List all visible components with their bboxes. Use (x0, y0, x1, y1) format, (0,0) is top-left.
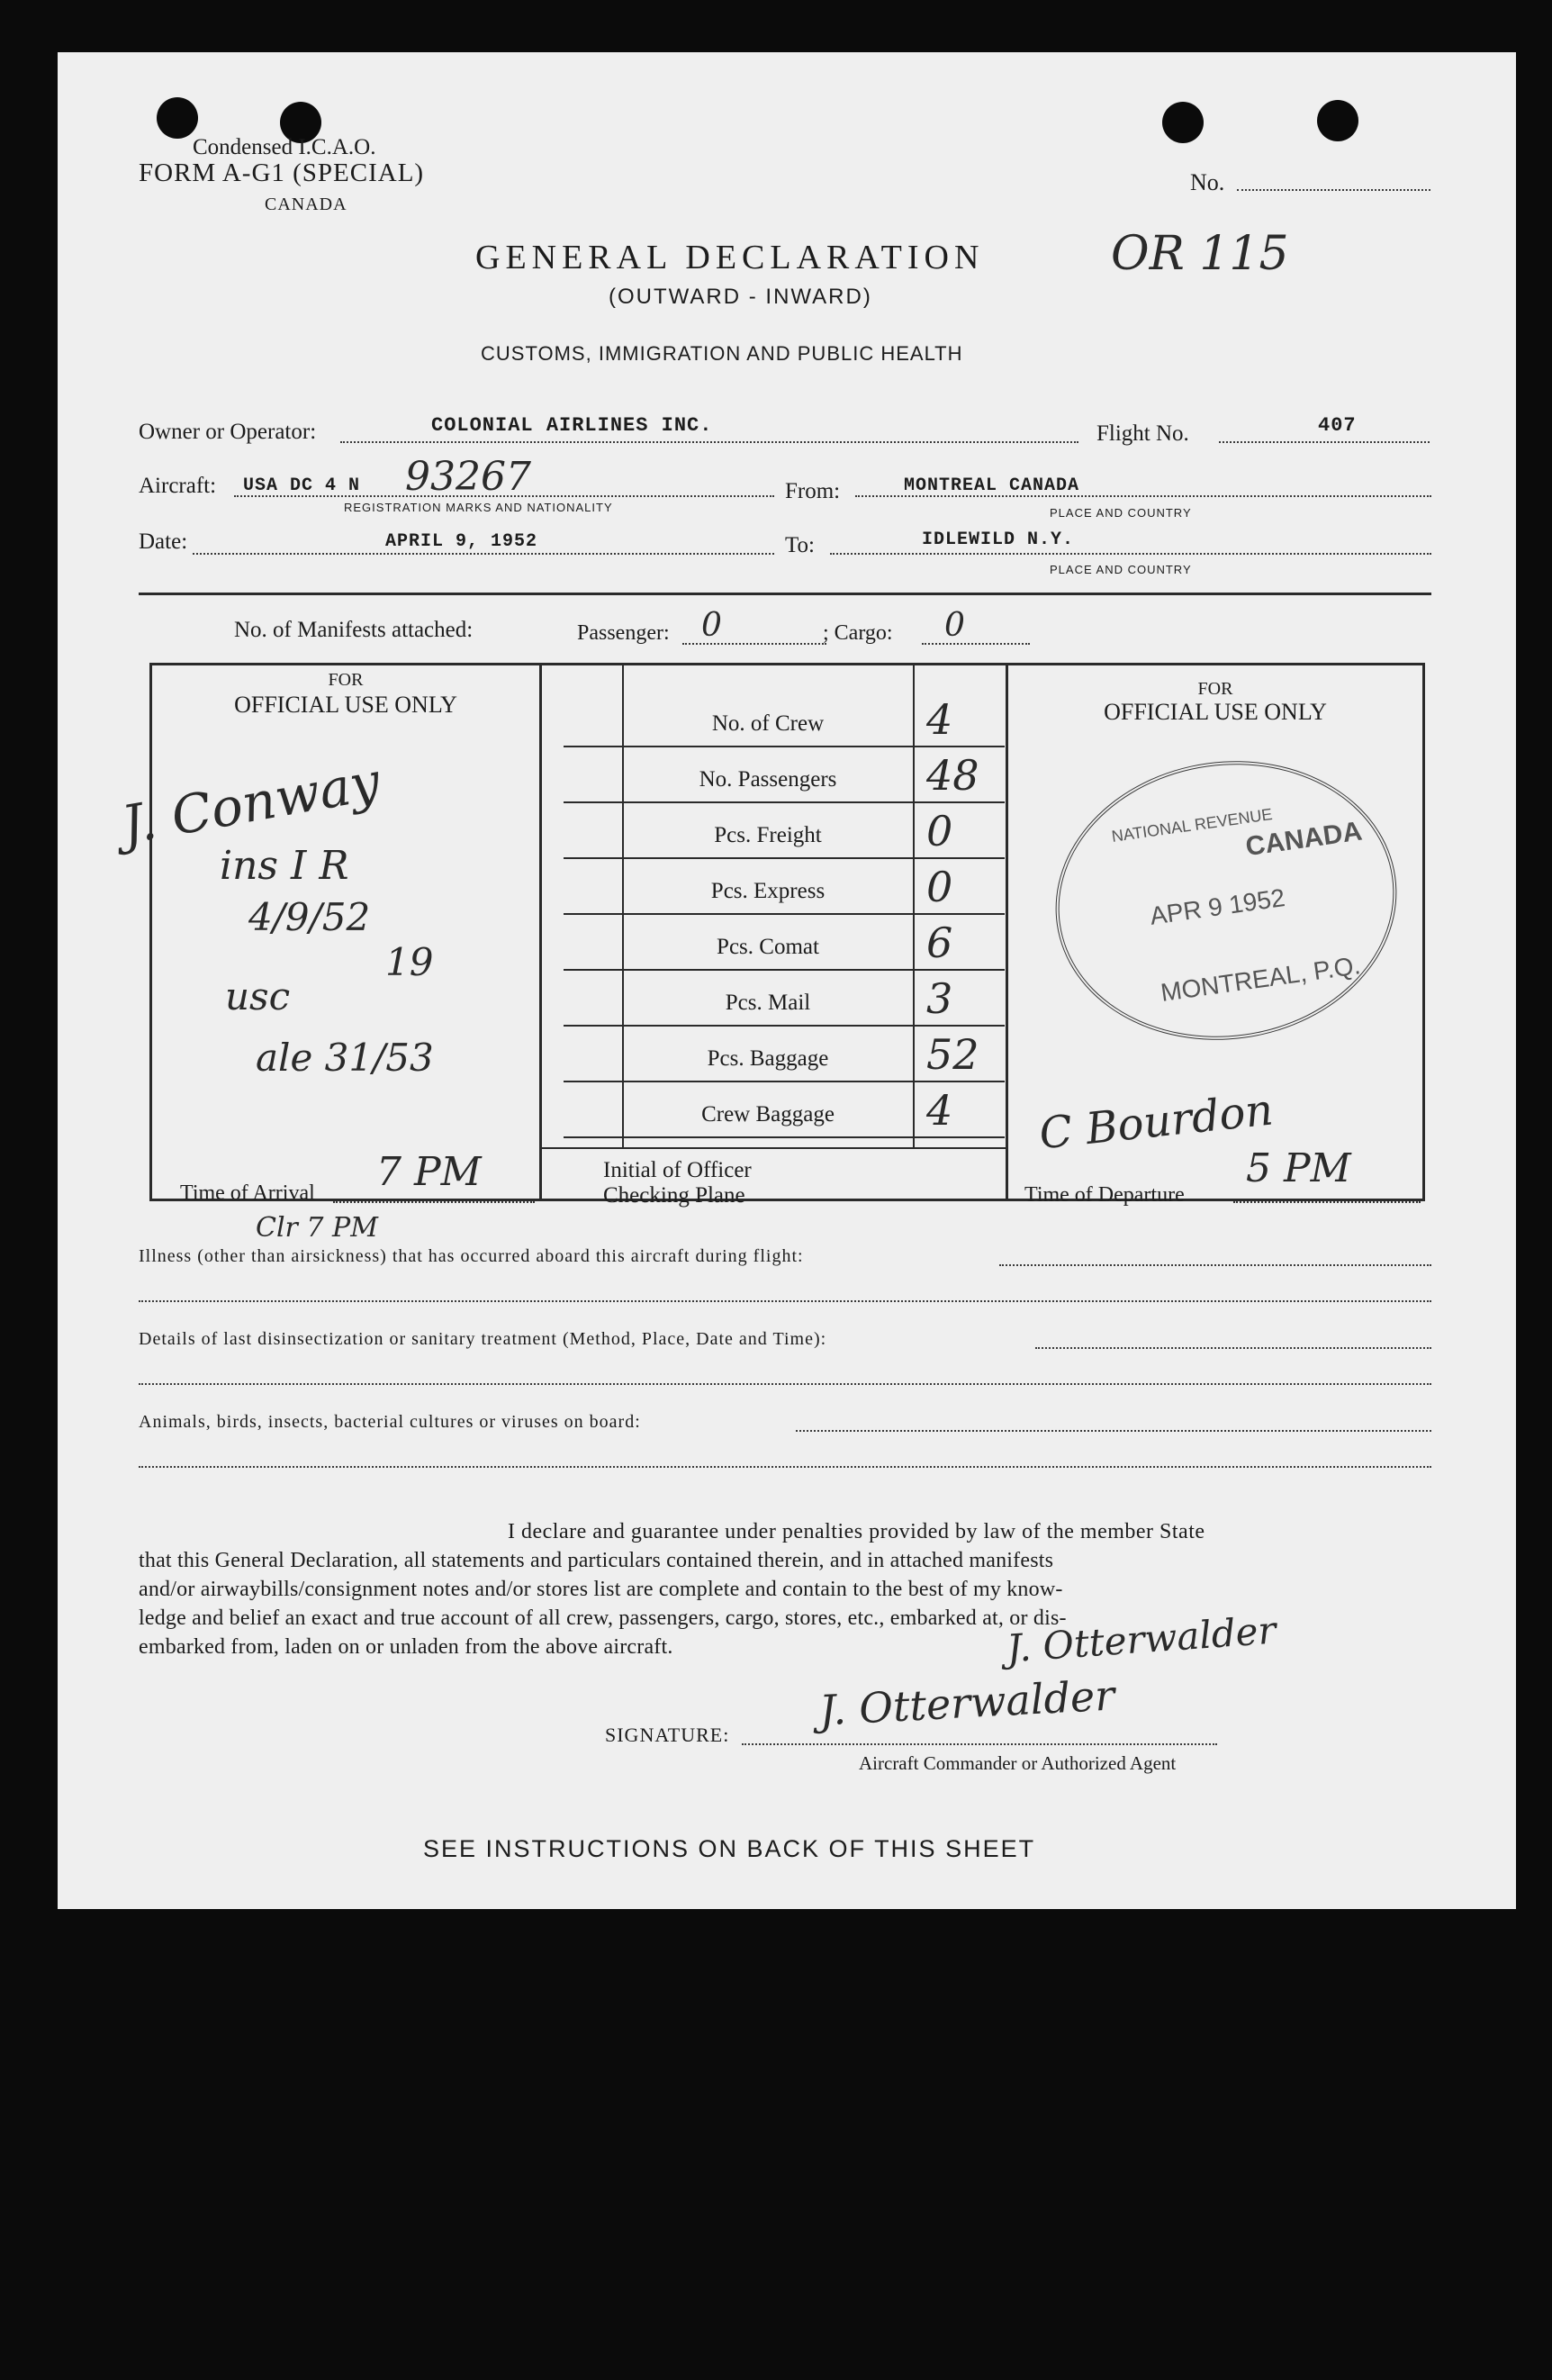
commander-signature: J. Otterwalder (817, 1670, 1116, 1735)
table-right-border (1422, 663, 1425, 1201)
count-row-rule (564, 1136, 1005, 1138)
count-label: No. of Crew (711, 711, 825, 736)
disinsect-statement: Details of last disinsectization or sanitary treatment (Method, Place, Date and Time): (139, 1329, 827, 1349)
passenger-manifest-label: Passenger: (577, 621, 670, 645)
date-label: Date: (139, 529, 188, 554)
count-label: Pcs. Express (710, 879, 826, 903)
stamp-city: MONTREAL, P.Q. (1159, 951, 1363, 1007)
count-value: 4 (926, 695, 953, 744)
no-label: No. (1190, 169, 1225, 195)
from-place-caption: PLACE AND COUNTRY (1050, 506, 1192, 520)
count-value: 52 (926, 1030, 979, 1079)
table-divider (1006, 663, 1008, 1201)
count-label: No. Passengers (699, 767, 837, 792)
declaration-line: embarked from, laden on or unladen from the above aircraft. (139, 1635, 673, 1659)
manifests-label: No. of Manifests attached: (234, 618, 474, 642)
handwritten-note: ins I R (220, 843, 349, 889)
officer-signature-note: J. Conway (117, 750, 384, 856)
aircraft-value: USA DC 4 N (243, 475, 361, 496)
stamp-country: CANADA (1243, 816, 1365, 863)
table-divider (622, 663, 624, 1149)
table-left-border (149, 663, 152, 1201)
declaration-form-sheet (58, 52, 1516, 1909)
arrival-field-line (333, 1201, 535, 1203)
count-value: 3 (926, 974, 953, 1023)
handwritten-note: 19 (385, 940, 434, 984)
cargo-manifest-line (922, 643, 1030, 645)
illness-statement: Illness (other than airsickness) that has occurred aboard this aircraft during flight: (139, 1246, 804, 1266)
form-subtitle: CUSTOMS, IMMIGRATION AND PUBLIC HEALTH (481, 342, 963, 365)
section-rule (139, 593, 1431, 595)
declaration-line: that this General Declaration, all statements and particulars contained therein, and in attached manifests (139, 1549, 1054, 1572)
count-row-rule (564, 913, 1005, 915)
owner-value: COLONIAL AIRLINES INC. (431, 414, 713, 437)
aircraft-handwritten: 93267 (405, 454, 531, 500)
country-label: CANADA (265, 195, 347, 214)
left-official-title: OFFICIAL USE ONLY (234, 692, 457, 718)
count-label: Pcs. Baggage (707, 1046, 829, 1071)
arrival-value: 7 PM (376, 1149, 482, 1195)
animals-line (796, 1430, 1431, 1432)
signature-line (742, 1743, 1217, 1745)
count-row-rule (564, 801, 1005, 803)
registration-caption: REGISTRATION MARKS AND NATIONALITY (344, 501, 613, 514)
declaration-line: I declare and guarantee under penalties provided by law of the member State (508, 1520, 1205, 1543)
table-divider (539, 1147, 1007, 1149)
count-row-rule (564, 1081, 1005, 1082)
count-row-rule (564, 1025, 1005, 1027)
flight-label: Flight No. (1096, 421, 1189, 446)
left-official-for: FOR (328, 670, 364, 690)
count-row-rule (564, 857, 1005, 859)
table-divider (539, 663, 542, 1201)
disinsect-line (139, 1383, 1431, 1385)
date-field-line (193, 553, 774, 555)
to-value: IDLEWILD N.Y. (922, 529, 1075, 550)
no-field (1237, 189, 1430, 191)
owner-label: Owner or Operator: (139, 420, 317, 444)
passenger-manifest-value: 0 (701, 607, 722, 644)
passenger-manifest-line (682, 643, 826, 645)
count-label: Pcs. Mail (725, 991, 811, 1015)
count-value: 6 (926, 919, 953, 967)
arrival-label: Time of Arrival (180, 1181, 315, 1205)
count-value: 48 (926, 751, 979, 800)
commander-signature-upper: J. Otterwalder (1005, 1607, 1277, 1671)
punch-hole (1162, 102, 1204, 143)
to-label: To: (785, 533, 815, 557)
from-value: MONTREAL CANADA (904, 475, 1080, 496)
count-value: 4 (926, 1086, 953, 1135)
table-divider (913, 663, 915, 1149)
condensed-label: Condensed I.C.A.O. (193, 135, 376, 159)
count-row-rule (564, 746, 1005, 747)
count-label: Pcs. Freight (714, 823, 822, 847)
count-value: 0 (926, 807, 953, 855)
count-label: Crew Baggage (701, 1102, 835, 1127)
animals-statement: Animals, birds, insects, bacterial cultures or viruses on board: (139, 1412, 641, 1432)
flight-value: 407 (1318, 414, 1357, 437)
handwritten-note: 4/9/52 (248, 895, 371, 939)
officer-signature: C Bourdon (1036, 1084, 1276, 1160)
departure-value: 5 PM (1246, 1145, 1351, 1191)
departure-field-line (1233, 1201, 1421, 1203)
departure-label: Time of Departure (1024, 1183, 1185, 1207)
count-label: Pcs. Comat (717, 935, 819, 959)
stamp-agency: NATIONAL REVENUE (1110, 805, 1274, 846)
form-number: FORM A-G1 (SPECIAL) (139, 158, 425, 187)
customs-stamp (1037, 739, 1414, 1062)
disinsect-line (1035, 1347, 1431, 1349)
initial-officer-label: Initial of Officer (603, 1158, 752, 1182)
form-title: GENERAL DECLARATION (475, 239, 985, 276)
count-value: 0 (926, 863, 953, 911)
stamp-date: APR 9 1952 (1148, 883, 1287, 930)
form-subtitle-direction: (OUTWARD - INWARD) (609, 285, 872, 309)
date-value: APRIL 9, 1952 (385, 531, 538, 552)
declaration-line: ledge and belief an exact and true account of all crew, passengers, cargo, stores, etc., embarked at, or dis- (139, 1606, 1067, 1630)
animals-line (139, 1466, 1431, 1468)
flight-field-line (1219, 441, 1430, 443)
handwritten-note: usc (225, 974, 291, 1018)
count-row-rule (564, 969, 1005, 971)
owner-field-line (340, 441, 1078, 443)
handwritten-reference: OR 115 (1111, 227, 1289, 281)
from-label: From: (785, 479, 841, 503)
clearance-note: Clr 7 PM (256, 1212, 378, 1244)
table-top-border (149, 663, 1424, 665)
illness-line (139, 1300, 1431, 1302)
to-place-caption: PLACE AND COUNTRY (1050, 563, 1192, 576)
declaration-line: and/or airwaybills/consignment notes and/or stores list are complete and contain to the best of my know- (139, 1578, 1063, 1601)
illness-line (999, 1264, 1431, 1266)
punch-hole (1317, 100, 1358, 141)
from-field-line (855, 495, 1431, 497)
handwritten-note: ale 31/53 (256, 1036, 434, 1080)
signature-caption: Aircraft Commander or Authorized Agent (859, 1752, 1177, 1774)
signature-label: SIGNATURE: (605, 1724, 730, 1746)
aircraft-field-line (234, 495, 774, 497)
footer-instructions: SEE INSTRUCTIONS ON BACK OF THIS SHEET (423, 1835, 1036, 1862)
checking-plane-label: Checking Plane (603, 1183, 745, 1208)
cargo-manifest-label: ; Cargo: (823, 621, 893, 645)
to-field-line (830, 553, 1431, 555)
cargo-manifest-value: 0 (944, 607, 965, 644)
right-official-title: OFFICIAL USE ONLY (1104, 699, 1327, 725)
right-official-for: FOR (1197, 679, 1233, 699)
punch-hole (157, 97, 198, 139)
aircraft-label: Aircraft: (139, 474, 217, 498)
